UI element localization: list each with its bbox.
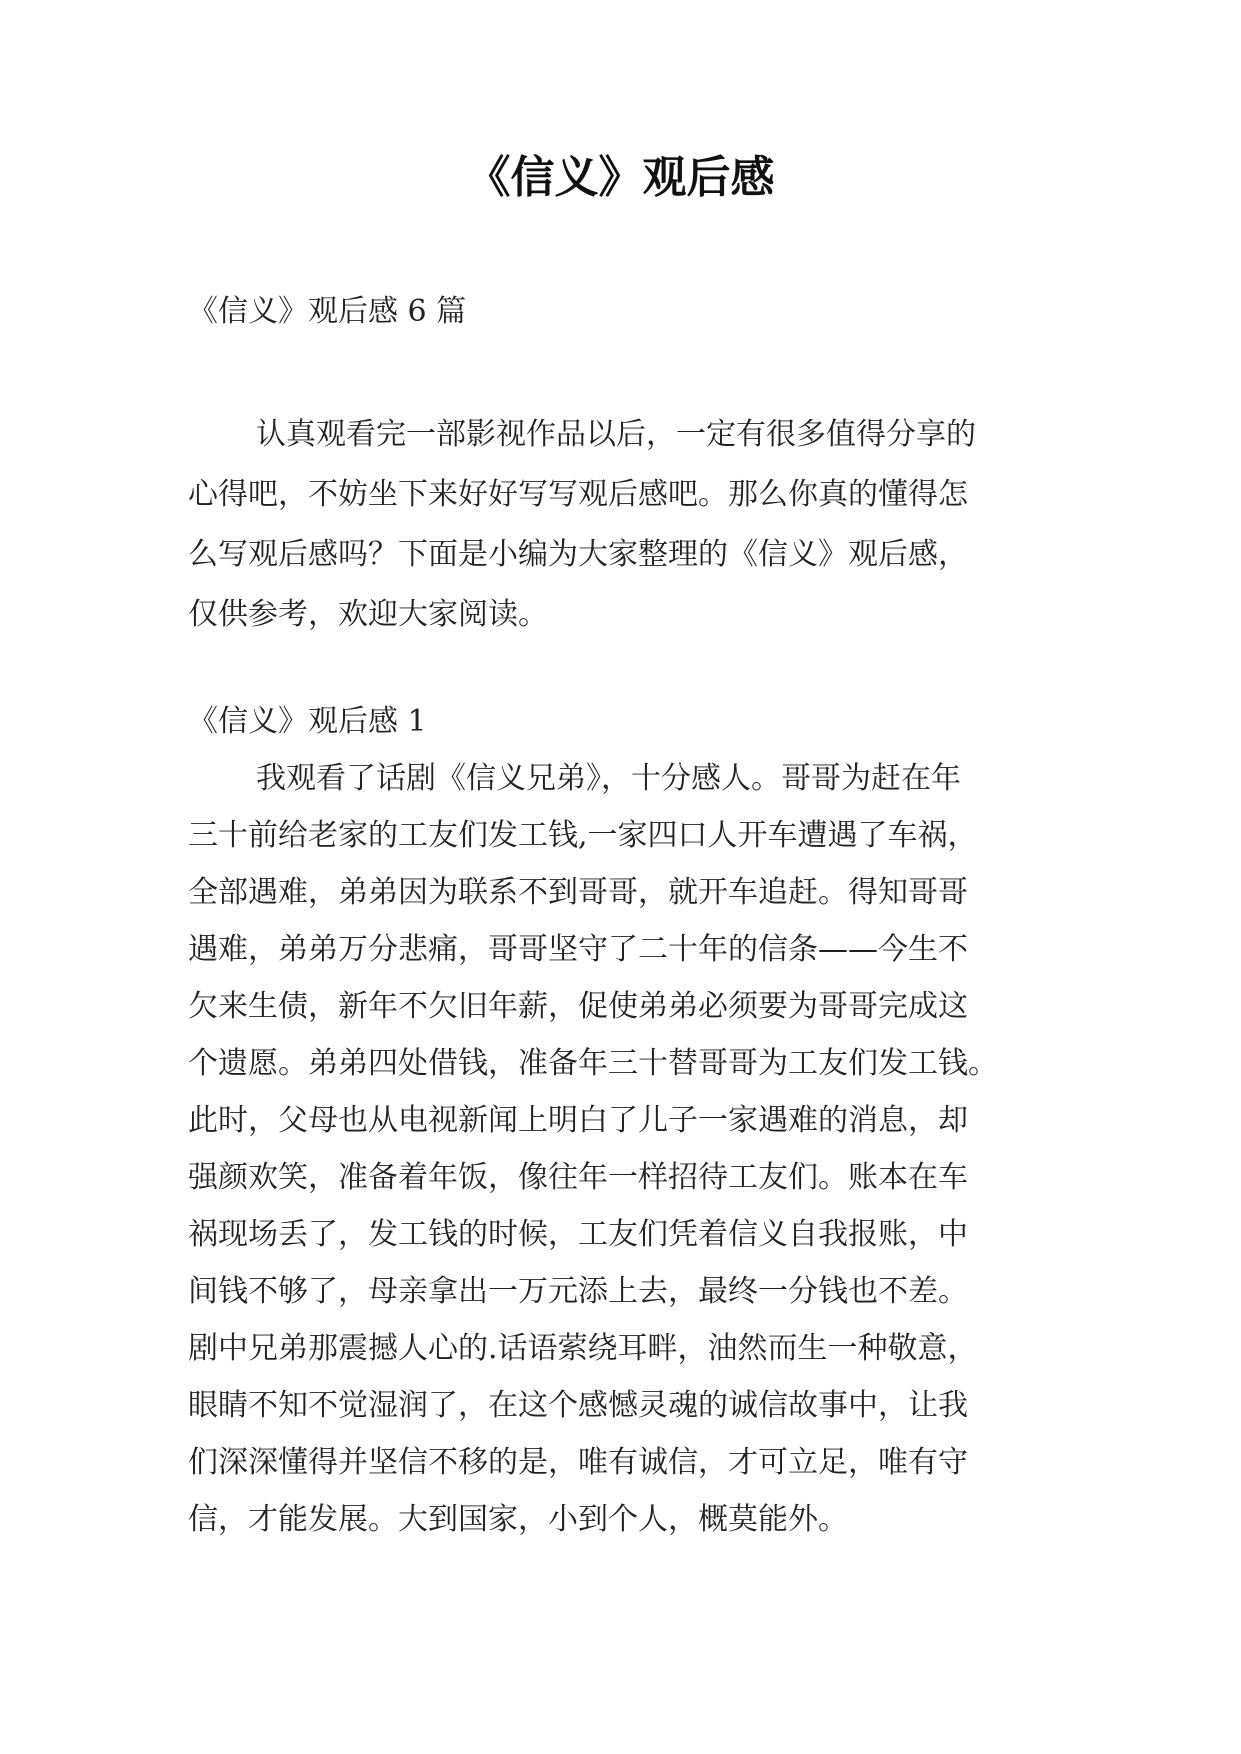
body-line: 全部遇难，弟弟因为联系不到哥哥，就开车追赶。得知哥哥 — [188, 875, 968, 910]
body-line: 眼睛不知不觉湿润了，在这个感憾灵魂的诚信故事中，让我 — [188, 1388, 968, 1423]
section-heading: 《信义》观后感 1 — [188, 704, 427, 739]
body-line: 此时，父母也从电视新闻上明白了儿子一家遇难的消息，却 — [188, 1103, 968, 1138]
body-line: 们深深懂得并坚信不移的是，唯有诚信，才可立足，唯有守 — [188, 1445, 968, 1480]
body-line: 信，才能发展。大到国家，小到个人，概莫能外。 — [188, 1502, 848, 1537]
intro-line: 认真观看完一部影视作品以后，一定有很多值得分享的 — [256, 417, 976, 452]
body-line: 个遗愿。弟弟四处借钱，准备年三十替哥哥为工友们发工钱。 — [188, 1046, 998, 1081]
body-line: 遇难，弟弟万分悲痛，哥哥坚守了二十年的信条——今生不 — [188, 932, 968, 967]
body-line: 间钱不够了，母亲拿出一万元添上去，最终一分钱也不差。 — [188, 1274, 968, 1309]
body-line: 强颜欢笑，准备着年饭，像往年一样招待工友们。账本在车 — [188, 1160, 968, 1195]
intro-line: 么写观后感吗？下面是小编为大家整理的《信义》观后感， — [188, 537, 968, 572]
body-line: 我观看了话剧《信义兄弟》，十分感人。哥哥为赶在年 — [256, 761, 961, 796]
document-subtitle: 《信义》观后感 6 篇 — [188, 294, 467, 329]
body-line: 剧中兄弟那震撼人心的.话语萦绕耳畔，油然而生一种敬意， — [188, 1331, 978, 1366]
body-line: 三十前给老家的工友们发工钱,一家四口人开车遭遇了车祸， — [188, 818, 978, 853]
document-title: 《信义》观后感 — [466, 152, 775, 203]
intro-paragraph — [188, 405, 1068, 645]
section-body — [188, 750, 1068, 1548]
intro-line: 仅供参考，欢迎大家阅读。 — [188, 597, 548, 632]
body-line: 欠来生债，新年不欠旧年薪，促使弟弟必须要为哥哥完成这 — [188, 989, 968, 1024]
intro-line: 心得吧，不妨坐下来好好写写观后感吧。那么你真的懂得怎 — [188, 477, 968, 512]
body-line: 祸现场丢了，发工钱的时候，工友们凭着信义自我报账，中 — [188, 1217, 968, 1252]
